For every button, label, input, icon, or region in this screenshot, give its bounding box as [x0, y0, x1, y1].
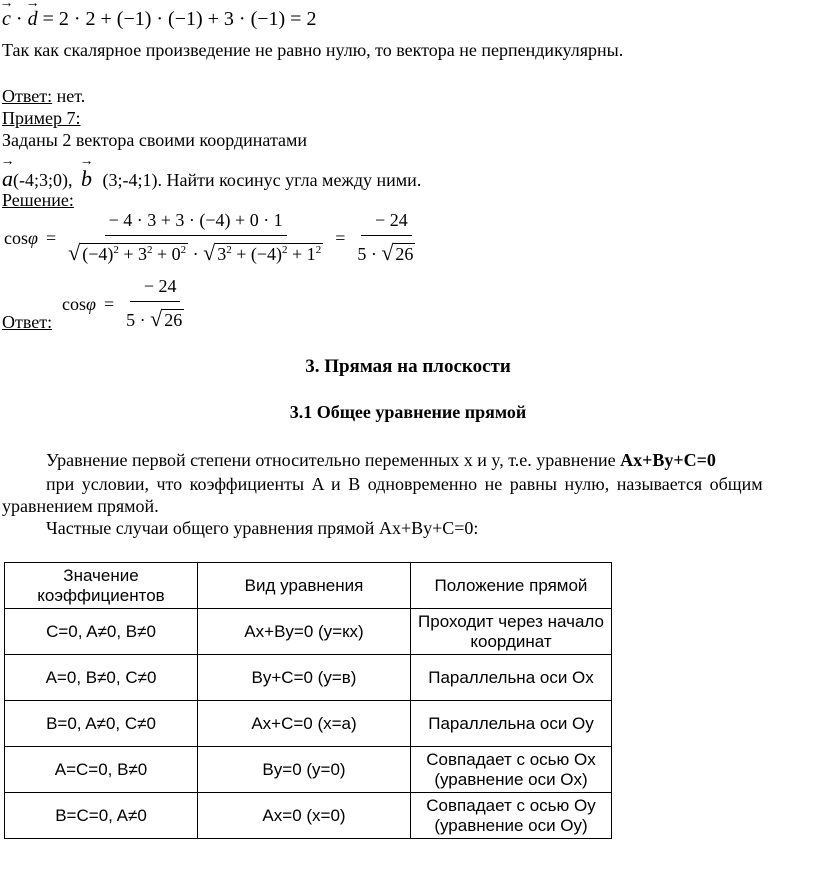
answer-fraction	[122, 276, 188, 332]
answer-2-label: Ответ:	[2, 312, 53, 332]
scalar-product-expression: = 2 · 2 + (−1) · (−1) + 3 · (−1) = 2	[42, 8, 317, 30]
not-perpendicular-text: Так как скалярное произведение не равно нулю, то вектора не перпендикулярны.	[2, 40, 624, 60]
answer-label: Ответ:	[2, 86, 53, 106]
den-term-5: + (−4)	[231, 244, 283, 264]
table-cell: A=C=0, B≠0	[5, 747, 198, 793]
table-cell: Ax=0 (x=0)	[198, 793, 411, 839]
den-term-3: + 0	[152, 244, 181, 264]
section-title: 3. Прямая на плоскости	[305, 356, 511, 377]
table-row	[5, 747, 612, 793]
result-denominator: 5 · √ 26	[357, 240, 414, 265]
cosine-fraction	[64, 210, 327, 266]
vector-b-coords: (3;-4;1). Найти косинус угла между ними.	[102, 170, 422, 190]
dot-operator: ·	[15, 8, 23, 30]
special-cases-intro: Частные случаи общего уравнения прямой Ax+By+C=0:	[46, 518, 479, 538]
table-cell: C=0, A≠0, B≠0	[5, 609, 198, 655]
table-row	[5, 655, 612, 701]
para-line-3: уравнением прямой.	[2, 496, 159, 516]
square-2: 2	[147, 244, 153, 256]
result-den-sqrt: 26	[395, 244, 414, 264]
header-coefficients: Значение коэффициентов	[5, 563, 198, 609]
cosine-denominator: √ $(-4)^2 + 3^2 + 0^2$ · √ $3^2 + (-4)^2 + 1^2$	[68, 240, 322, 265]
answer-value: нет.	[52, 86, 86, 106]
header-line-position: Положение прямой	[411, 563, 612, 609]
table-cell: B=0, A≠0, C≠0	[5, 701, 198, 747]
square-1: 2	[113, 244, 119, 256]
table-row	[5, 609, 612, 655]
table-cell: Параллельна оси Oy	[411, 701, 612, 747]
vector-d: → d	[28, 8, 38, 31]
result-den-five: 5 ·	[357, 244, 377, 264]
answer-2-formula	[62, 276, 188, 332]
equals-sign-2: =	[335, 227, 346, 248]
vector-b: → b	[81, 166, 92, 192]
den-term-6: + 1	[287, 244, 316, 264]
table-cell: Проходит через начало координат	[411, 609, 612, 655]
table-cell: By+C=0 (y=в)	[198, 655, 411, 701]
den-dot: ·	[188, 244, 204, 264]
den-term-2: + 3	[118, 244, 147, 264]
table-cell: Параллельна оси Ox	[411, 655, 612, 701]
vectors-line	[2, 166, 421, 192]
answer-phi-symbol: φ	[86, 293, 96, 314]
table-cell: B=C=0, A≠0	[5, 793, 198, 839]
answer-cos-label: cos	[62, 293, 86, 314]
para-line-1	[46, 450, 716, 471]
cosine-result-fraction	[353, 210, 419, 266]
header-equation-form: Вид уравнения	[198, 563, 411, 609]
answer-den-sqrt: 26	[164, 310, 183, 330]
para-line-2: при условии, что коэффициенты A и B одновременно не равны нулю, называется общим	[46, 474, 763, 494]
table-row	[5, 793, 612, 839]
table-header-row	[5, 563, 612, 609]
scalar-product-formula	[2, 8, 316, 31]
vector-a: → a	[2, 166, 13, 192]
example-7-label: Пример 7:	[2, 108, 81, 128]
answer-numerator: − 24	[130, 276, 181, 302]
square-6: 2	[315, 244, 322, 256]
answer-equals: =	[103, 293, 115, 314]
table-cell: Ax+C=0 (x=a)	[198, 701, 411, 747]
vector-c: → c	[2, 8, 11, 31]
table-cell: Ax+By=0 (y=кx)	[198, 609, 411, 655]
answer-denominator: 5 · √ 26	[126, 306, 183, 331]
table-cell: A=0, B≠0, C≠0	[5, 655, 198, 701]
answer-den-five: 5 ·	[126, 310, 146, 330]
cosine-formula	[4, 210, 419, 266]
vector-a-coords: (-4;3;0),	[13, 170, 73, 190]
square-5: 2	[282, 244, 288, 256]
phi-symbol: φ	[28, 227, 38, 248]
solution-label: Решение:	[2, 190, 74, 210]
square-4: 2	[226, 244, 232, 256]
table-cell: Совпадает с осью Oy (уравнение оси Oy)	[411, 793, 612, 839]
general-equation: Ax+By+C=0	[620, 450, 716, 470]
section-subtitle: 3.1 Общее уравнение прямой	[289, 402, 527, 422]
table-row	[5, 701, 612, 747]
answer-no	[2, 86, 85, 107]
result-numerator: − 24	[361, 210, 412, 236]
cosine-numerator: − 4 · 3 + 3 · (−4) + 0 · 1	[105, 210, 287, 236]
den-term-1: (−4)	[82, 244, 114, 264]
special-cases-table	[4, 562, 612, 839]
square-3: 2	[180, 244, 187, 256]
cos-label: cos	[4, 227, 28, 248]
table-cell: Совпадает с осью Ox (уравнение оси Ox)	[411, 747, 612, 793]
equals-sign: =	[45, 227, 57, 248]
den-term-4: 3	[217, 244, 227, 264]
para-text: Уравнение первой степени относительно переменных x и y, т.е. уравнение	[46, 450, 621, 470]
given-text: Заданы 2 вектора своими координатами	[2, 130, 308, 150]
table-cell: By=0 (y=0)	[198, 747, 411, 793]
